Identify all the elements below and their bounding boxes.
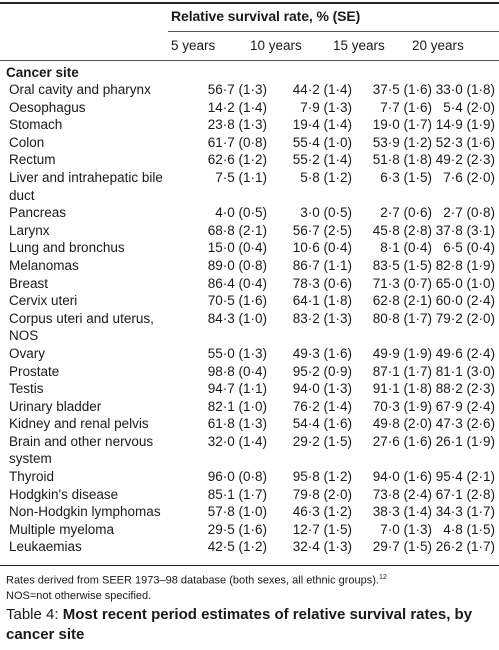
survival-rate-20-years: 60·0 (2·4) [435, 293, 495, 309]
survival-rate-5-years: 68·8 (2·1) [207, 222, 267, 238]
survival-rate-10-years: 55·4 (1·0) [292, 134, 352, 150]
group-header: Relative survival rate, % (SE) [171, 8, 361, 24]
survival-rate-5-years: 55·0 (1·3) [207, 345, 267, 361]
table-row [0, 415, 499, 433]
survival-rate-15-years: 70·3 (1·9) [372, 398, 432, 414]
survival-rate-5-years: 32·0 (1·4) [207, 433, 267, 449]
table-row [0, 239, 499, 257]
survival-rate-15-years: 19·0 (1·7) [372, 117, 432, 133]
table-caption [6, 605, 476, 645]
survival-rate-20-years: 2·7 (0·8) [443, 205, 495, 221]
survival-rate-5-years: 15·0 (0·4) [207, 240, 267, 256]
survival-rate-10-years: 86·7 (1·1) [292, 257, 352, 273]
survival-rate-10-years: 10·6 (0·4) [292, 240, 352, 256]
top-rule [0, 2, 499, 4]
survival-rate-5-years: 86·4 (0·4) [207, 275, 267, 291]
survival-rate-5-years: 82·1 (1·0) [207, 398, 267, 414]
cancer-site-label: Pancreas [9, 205, 67, 221]
survival-rate-5-years: 70·5 (1·6) [207, 293, 267, 309]
table-row [0, 468, 499, 486]
table-row [0, 151, 499, 169]
cancer-site-label: Oesophagus [9, 99, 86, 115]
cancer-site-label: Prostate [9, 363, 60, 379]
survival-rate-15-years: 91·1 (1·8) [372, 381, 432, 397]
survival-rate-15-years: 49·8 (2·0) [372, 416, 432, 432]
survival-rate-20-years: 14·9 (1·9) [435, 117, 495, 133]
cancer-site-label: Cervix uteri [9, 293, 78, 309]
survival-rate-5-years: 23·8 (1·3) [207, 117, 267, 133]
survival-rate-15-years: 62·8 (2·1) [372, 293, 432, 309]
survival-rate-20-years: 65·0 (1·0) [435, 275, 495, 291]
table-row [0, 486, 499, 504]
table-row [0, 398, 499, 416]
table-row [0, 310, 499, 345]
survival-rate-5-years: 4·0 (0·5) [215, 205, 267, 221]
table-row [0, 503, 499, 521]
survival-rate-15-years: 53·9 (1·2) [372, 134, 432, 150]
survival-rate-20-years: 82·8 (1·9) [435, 257, 495, 273]
survival-rate-5-years: 84·3 (1·0) [207, 310, 267, 326]
survival-rate-15-years: 80·8 (1·7) [372, 310, 432, 326]
survival-rate-10-years: 56·7 (2·5) [292, 222, 352, 238]
survival-rate-20-years: 47·3 (2·6) [435, 416, 495, 432]
survival-rate-10-years: 54·4 (1·6) [292, 416, 352, 432]
cancer-site-label: Hodgkin's disease [9, 486, 119, 502]
survival-rate-5-years: 57·8 (1·0) [207, 504, 267, 520]
survival-rate-5-years: 42·5 (1·2) [207, 539, 267, 555]
survival-rate-20-years: 95·4 (2·1) [435, 469, 495, 485]
cancer-site-label: Liver and intrahepatic bile duct [9, 169, 163, 203]
survival-rate-20-years: 49·6 (2·4) [435, 345, 495, 361]
column-header-20-years: 20 years [412, 38, 464, 53]
table-row [0, 538, 499, 556]
survival-rate-5-years: 85·1 (1·7) [207, 486, 267, 502]
table-row [0, 204, 499, 222]
column-header-15-years: 15 years [333, 38, 385, 53]
cancer-site-label: Colon [9, 134, 45, 150]
cancer-site-label: Rectum [9, 152, 56, 168]
survival-rate-10-years: 94·0 (1·3) [292, 381, 352, 397]
survival-rate-10-years: 44·2 (1·4) [292, 82, 352, 97]
survival-rate-15-years: 83·5 (1·5) [372, 257, 432, 273]
survival-rate-5-years: 61·8 (1·3) [207, 416, 267, 432]
group-header-rule [168, 31, 499, 32]
column-header-5-years: 5 years [171, 38, 216, 53]
survival-rate-10-years: 3·0 (0·5) [300, 205, 352, 221]
survival-rate-20-years: 6·5 (0·4) [443, 240, 495, 256]
footnote-abbreviation: NOS=not otherwise specified. [6, 589, 152, 602]
header-rule [0, 60, 499, 61]
cancer-site-label: Testis [9, 381, 44, 397]
survival-rate-20-years: 52·3 (1·6) [435, 134, 495, 150]
survival-rate-5-years: 61·7 (0·8) [207, 134, 267, 150]
survival-rate-5-years: 29·5 (1·6) [207, 521, 267, 537]
cancer-site-label: Corpus uteri and uterus, NOS [9, 310, 154, 344]
table-row [0, 275, 499, 293]
cancer-site-label: Breast [9, 275, 49, 291]
survival-rate-20-years: 5·4 (2·0) [443, 99, 495, 115]
footnote [6, 570, 496, 604]
column-header-10-years: 10 years [250, 38, 302, 53]
cancer-site-label: Kidney and renal pelvis [9, 416, 149, 432]
survival-rate-20-years: 7·6 (2·0) [443, 169, 495, 185]
survival-rate-15-years: 45·8 (2·8) [372, 222, 432, 238]
survival-rate-15-years: 37·5 (1·6) [372, 82, 432, 97]
table-row [0, 134, 499, 152]
survival-rate-5-years: 89·0 (0·8) [207, 257, 267, 273]
survival-rate-15-years: 87·1 (1·7) [372, 363, 432, 379]
survival-rate-10-years: 32·4 (1·3) [292, 539, 352, 555]
footnote-source: Rates derived from SEER 1973–98 database (both sexes, all ethnic groups). [6, 574, 379, 587]
survival-rate-10-years: 76·2 (1·4) [292, 398, 352, 414]
survival-rate-15-years: 38·3 (1·4) [372, 504, 432, 520]
cancer-site-label: Oral cavity and pharynx [9, 82, 151, 97]
survival-rate-10-years: 95·8 (1·2) [292, 469, 352, 485]
survival-rate-10-years: 79·8 (2·0) [292, 486, 352, 502]
survival-rate-5-years: 96·0 (0·8) [207, 469, 267, 485]
survival-rate-10-years: 7·9 (1·3) [300, 99, 352, 115]
survival-rate-10-years: 29·2 (1·5) [292, 433, 352, 449]
cancer-site-label: Non-Hodgkin lymphomas [9, 504, 161, 520]
survival-rate-5-years: 98·8 (0·4) [207, 363, 267, 379]
cancer-site-label: Ovary [9, 345, 46, 361]
survival-rate-20-years: 4·8 (1·5) [443, 521, 495, 537]
cancer-site-label: Multiple myeloma [9, 521, 115, 537]
cancer-site-label: Stomach [9, 117, 63, 133]
survival-rate-10-years: 95·2 (0·9) [292, 363, 352, 379]
caption-title: Most recent period estimates of relative survival rates, by cancer site [6, 606, 473, 643]
survival-rate-15-years: 49·9 (1·9) [372, 345, 432, 361]
survival-rate-10-years: 78·3 (0·6) [292, 275, 352, 291]
survival-rate-15-years: 2·7 (0·6) [380, 205, 432, 221]
survival-rate-20-years: 67·9 (2·4) [435, 398, 495, 414]
survival-rate-15-years: 27·6 (1·6) [372, 433, 432, 449]
survival-rate-5-years: 94·7 (1·1) [207, 381, 267, 397]
survival-rate-10-years: 49·3 (1·6) [292, 345, 352, 361]
table-row [0, 81, 499, 99]
survival-rate-20-years: 26·2 (1·7) [435, 539, 495, 555]
survival-rate-15-years: 6·3 (1·5) [380, 169, 432, 185]
bottom-rule [0, 565, 499, 566]
survival-rate-5-years: 7·5 (1·1) [215, 169, 267, 185]
survival-rate-20-years: 88·2 (2·3) [435, 381, 495, 397]
survival-rate-15-years: 51·8 (1·8) [372, 152, 432, 168]
survival-rate-20-years: 26·1 (1·9) [435, 433, 495, 449]
survival-rate-10-years: 55·2 (1·4) [292, 152, 352, 168]
survival-rate-20-years: 81·1 (3·0) [435, 363, 495, 379]
table-row [0, 363, 499, 381]
survival-rate-15-years: 94·0 (1·6) [372, 469, 432, 485]
table-row [0, 521, 499, 539]
table-row [0, 292, 499, 310]
table-row [0, 257, 499, 275]
table-row [0, 433, 499, 468]
table-row [0, 99, 499, 117]
cancer-site-label: Lung and bronchus [9, 240, 125, 256]
survival-rate-20-years: 79·2 (2·0) [435, 310, 495, 326]
survival-rate-20-years: 33·0 (1·8) [435, 82, 495, 97]
survival-rate-10-years: 46·3 (1·2) [292, 504, 352, 520]
survival-rate-20-years: 49·2 (2·3) [435, 152, 495, 168]
survival-rate-15-years: 7·0 (1·3) [380, 521, 432, 537]
cancer-site-label: Leukaemias [9, 539, 82, 555]
cancer-site-label: Urinary bladder [9, 398, 102, 414]
table-row [0, 222, 499, 240]
cancer-site-label: Brain and other nervous system [9, 433, 154, 467]
survival-rate-15-years: 29·7 (1·5) [372, 539, 432, 555]
caption-label: Table 4: [6, 606, 63, 623]
survival-rate-10-years: 83·2 (1·3) [292, 310, 352, 326]
survival-rate-5-years: 62·6 (1·2) [207, 152, 267, 168]
survival-rate-10-years: 12·7 (1·5) [292, 521, 352, 537]
survival-rate-20-years: 34·3 (1·7) [435, 504, 495, 520]
survival-rate-5-years: 14·2 (1·4) [207, 99, 267, 115]
survival-rate-15-years: 71·3 (0·7) [372, 275, 432, 291]
survival-rate-20-years: 37·8 (3·1) [435, 222, 495, 238]
table-body [0, 81, 499, 556]
cancer-site-label: Thyroid [9, 469, 55, 485]
survival-rate-5-years: 56·7 (1·3) [207, 82, 267, 97]
cancer-site-label: Larynx [9, 222, 50, 238]
survival-rate-15-years: 73·8 (2·4) [372, 486, 432, 502]
survival-rate-15-years: 7·7 (1·6) [380, 99, 432, 115]
table-row [0, 116, 499, 134]
table-row [0, 169, 499, 204]
survival-rate-10-years: 19·4 (1·4) [292, 117, 352, 133]
footnote-reference: 12 [379, 574, 387, 581]
survival-rate-15-years: 8·1 (0·4) [380, 240, 432, 256]
survival-rate-20-years: 67·1 (2·8) [435, 486, 495, 502]
survival-rate-10-years: 5·8 (1·2) [300, 169, 352, 185]
table-row [0, 380, 499, 398]
cancer-site-label: Melanomas [9, 257, 79, 273]
survival-rate-10-years: 64·1 (1·8) [292, 293, 352, 309]
table-row [0, 345, 499, 363]
section-label: Cancer site [6, 65, 79, 80]
